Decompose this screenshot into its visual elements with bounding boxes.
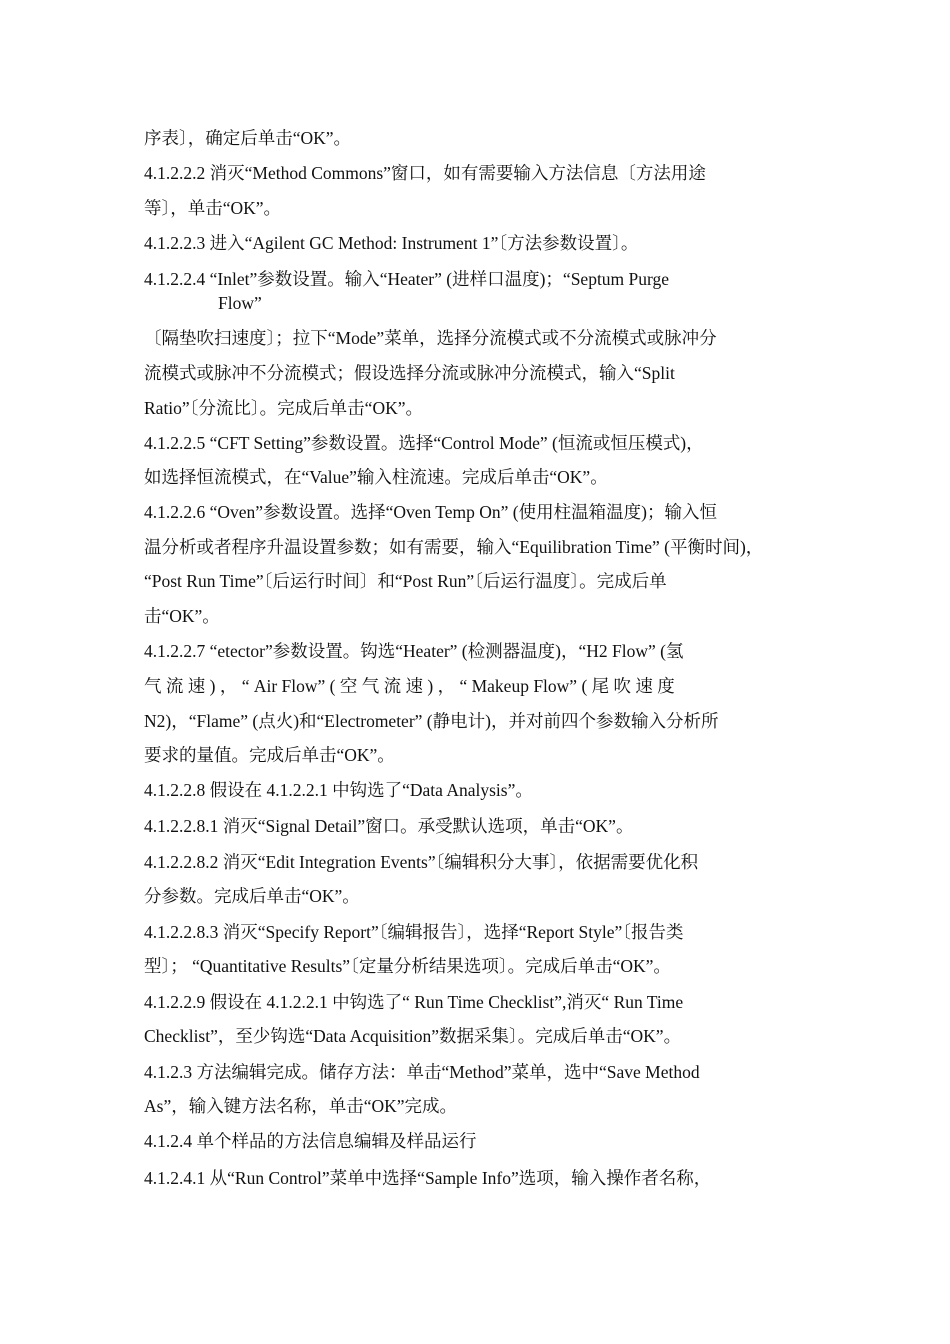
text-line: 温分析或者程序升温设置参数；如有需要，输入“Equilibration Time” (平衡时间)， bbox=[144, 537, 764, 557]
text-line: Ratio”〔分流比〕。完成后单击“OK”。 bbox=[144, 398, 423, 418]
text-line: 4.1.2.2.8 假设在 4.1.2.2.1 中钩选了“Data Analysis”。 bbox=[144, 780, 533, 800]
text-line: 4.1.2.2.7 “etector”参数设置。钩选“Heater” (检测器温度)，“H2 Flow” (氢 bbox=[144, 641, 684, 661]
text-line: Flow” bbox=[218, 293, 262, 313]
text-line: 4.1.2.2.6 “Oven”参数设置。选择“Oven Temp On” (使用柱温箱温度)；输入恒 bbox=[144, 502, 717, 522]
text-line: 4.1.2.4 单个样品的方法信息编辑及样品运行 bbox=[144, 1131, 477, 1151]
text-line: 流模式或脉冲不分流模式；假设选择分流或脉冲分流模式，输入“Split bbox=[144, 363, 675, 383]
text-line: 气 流 速 ) ， “ Air Flow” ( 空 气 流 速 ) ， “ Makeup Flow” ( 尾 吹 速 度 bbox=[144, 676, 675, 696]
text-line: 4.1.2.2.8.1 消灭“Signal Detail”窗口。承受默认选项，单击“OK”。 bbox=[144, 816, 634, 836]
text-line: 4.1.2.3 方法编辑完成。储存方法：单击“Method”菜单，选中“Save Method bbox=[144, 1062, 700, 1082]
text-line: 4.1.2.2.8.3 消灭“Specify Report”〔编辑报告〕，选择“Report Style”〔报告类 bbox=[144, 922, 684, 942]
text-line: 4.1.2.2.5 “CFT Setting”参数设置。选择“Control Mode” (恒流或恒压模式)， bbox=[144, 433, 704, 453]
text-line: 4.1.2.2.2 消灭“Method Commons”窗口，如有需要输入方法信息〔方法用途 bbox=[144, 163, 706, 183]
text-line: 等〕，单击“OK”。 bbox=[144, 198, 282, 218]
text-line: 4.1.2.2.4 “Inlet”参数设置。输入“Heater” (进样口温度)；“Septum Purge bbox=[144, 269, 670, 289]
text-line: N2)，“Flame” (点火)和“Electrometer” (静电计)，并对前四个参数输入分析所 bbox=[144, 711, 719, 731]
text-line: 型〕； “Quantitative Results”〔定量分析结果选项〕。完成后单击“OK”。 bbox=[144, 956, 671, 976]
text-line: 要求的量值。完成后单击“OK”。 bbox=[144, 745, 395, 765]
text-line: 4.1.2.2.3 进入“Agilent GC Method: Instrument 1”〔方法参数设置〕。 bbox=[144, 233, 639, 253]
text-line: “Post Run Time”〔后运行时间〕和“Post Run”〔后运行温度〕。完成后单 bbox=[144, 571, 667, 591]
text-line: 4.1.2.4.1 从“Run Control”菜单中选择“Sample Info”选项，输入操作者名称， bbox=[144, 1168, 712, 1188]
text-line: 4.1.2.2.9 假设在 4.1.2.2.1 中钩选了“ Run Time Checklist”,消灭“ Run Time bbox=[144, 992, 684, 1012]
text-line: 序表〕，确定后单击“OK”。 bbox=[144, 128, 352, 148]
text-line: 击“OK”。 bbox=[144, 606, 220, 626]
text-line: 分参数。完成后单击“OK”。 bbox=[144, 886, 360, 906]
text-line: Checklist”，至少钩选“Data Acquisition”数据采集〕。完成后单击“OK”。 bbox=[144, 1026, 682, 1046]
text-line: 如选择恒流模式，在“Value”输入柱流速。完成后单击“OK”。 bbox=[144, 467, 608, 487]
text-line: 4.1.2.2.8.2 消灭“Edit Integration Events”〔编辑积分大事〕，依据需要优化积 bbox=[144, 852, 699, 872]
text-line: As”，输入键方法名称，单击“OK”完成。 bbox=[144, 1096, 458, 1116]
text-line: 〔隔垫吹扫速度〕；拉下“Mode”菜单，选择分流模式或不分流模式或脉冲分 bbox=[144, 328, 717, 348]
